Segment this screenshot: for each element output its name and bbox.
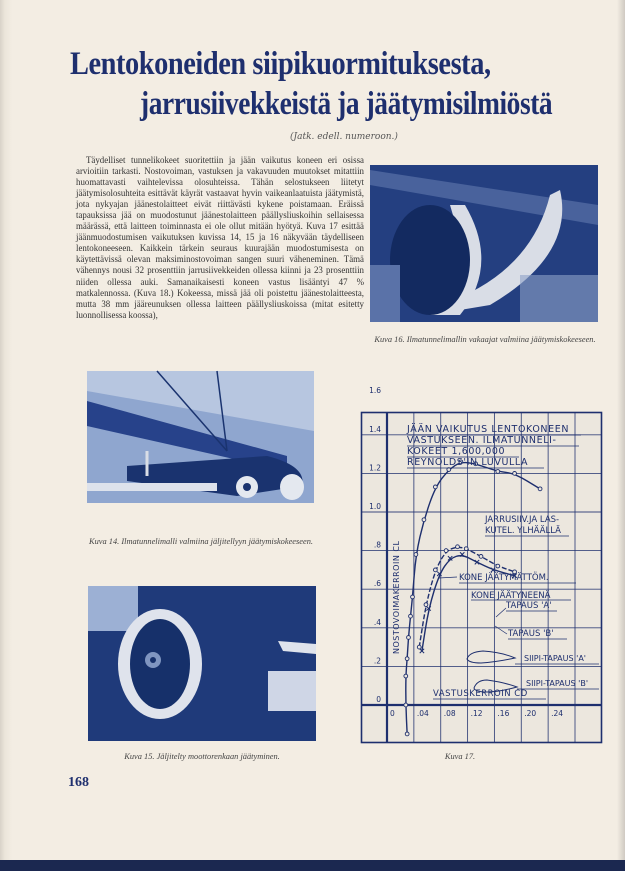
annotation-clean: KONE JÄÄTYMÄTTÖM. xyxy=(459,573,549,583)
caption-kuva-14: Kuva 14. Ilmatunnelimalli valmiina jäljitellyyn jäätymiskokeeseen. xyxy=(89,537,313,546)
chart-title-line-3: KOKEET 1,600,000 xyxy=(407,446,506,457)
y-tick-label: .8 xyxy=(373,540,381,550)
data-point-circle xyxy=(496,564,500,568)
data-point-circle xyxy=(538,487,542,491)
caption-kuva-16: Kuva 16. Ilmatunnelimallin vakaajat valmiina jäätymiskokeeseen. xyxy=(374,335,596,344)
data-point-circle xyxy=(411,595,415,599)
y-tick-label: 1.2 xyxy=(369,463,381,473)
article-subtitle: (Jatk. edell. numeroon.) xyxy=(290,132,398,142)
annotation-wing-a: SIIPI-TAPAUS 'A' xyxy=(524,654,587,663)
x-tick-label: .16 xyxy=(497,709,510,718)
data-point-circle xyxy=(479,554,483,558)
caption-kuva-15: Kuva 15. Jäljitelty moottorenkaan jäätyminen. xyxy=(124,752,280,761)
x-tick-label: .12 xyxy=(470,709,483,718)
chart-title-line-4: REYNOLDS'IN LUVULLA xyxy=(407,457,529,468)
x-tick-label: 0 xyxy=(390,709,395,718)
y-tick-label: .6 xyxy=(373,579,381,589)
article-title-line-2: jarrusiivekkeistä ja jäätymisilmiöstä xyxy=(140,86,553,122)
photo-kuva-15 xyxy=(88,586,316,741)
data-point-circle xyxy=(407,636,411,640)
chart-title-line-2: VASTUKSEEN. ILMATUNNELI- xyxy=(407,435,557,446)
article-body: Täydelliset tunnelikokeet suoritettiin ja jään vaikutus koneen eri osissa arvioitiin tarkasti. Nostovoiman, vastuksen ja vakavuuden muutokset mitattiin huomattavasti vaihtelevissa olosuhteissa. Tähän selostukseen liitetyt jäätymisolosuhteita esittävät käyrät vastaavat hyvin vaikeanlaatuista jäätymistä, jota nykyajan jäänestolaitteet eivät riittävästi kykene poistamaan. Eräissä tapauksissa jää on muodostunut jäänestolaitteen päällysliuskoihin sellaisessa määrässä, että laitteen toiminnasta ei ole ollut mitään hyötyä. Kuva 17 esittää jäänmuodostumisen vaikutuksen kuvissa 14, 15 ja 16 näkyvään täydelliseen lentokoneeseen. Kaikkein tärkein seuraus kuurajään muodostumisesta on käytettävissä olevan maksiminostovoiman sangen suuri väheneminen. Tämä vähennys nousi 32 prosenttiin jarrusiivekkeiden ollessa kiinni ja 23 prosenttiin niiden ollessa auki. Samanaikaisesti koneen vastus lisääntyi 47 % matkalennossa. (Kuva 18.) Kokeessa, missä jää oli poistettu jäänestolaitteesta, mutta 38 mm jääreunuksen ollessa laitteen päällysliuskoissa (mitat esitetty luonnollisessa koossa), xyxy=(76,155,364,320)
y-tick-label: 0 xyxy=(376,695,381,704)
data-point-circle xyxy=(405,657,409,661)
y-axis-label: NOSTOVOIMAKERROIN CL xyxy=(392,540,401,654)
x-tick-label: .04 xyxy=(416,709,429,718)
data-point-circle xyxy=(422,518,426,522)
y-tick-label: .4 xyxy=(373,617,381,627)
page-edge-right xyxy=(617,0,625,871)
annotation-wing-b: SIIPI-TAPAUS 'B' xyxy=(526,679,589,688)
annotation-case-b: TAPAUS 'B' xyxy=(508,629,554,639)
page-number: 168 xyxy=(68,775,89,790)
y-tick-label: .2 xyxy=(373,656,381,666)
y-tick-label: 1.0 xyxy=(369,502,381,511)
data-point-circle xyxy=(404,674,408,678)
data-point-circle xyxy=(464,547,468,551)
data-point-circle xyxy=(414,553,418,557)
caption-kuva-17: Kuva 17. xyxy=(444,752,476,761)
photo-kuva-16 xyxy=(370,165,598,322)
data-point-circle xyxy=(424,603,428,607)
annotation-iced-line-1: KONE JÄÄTYNEENÄ xyxy=(471,591,551,601)
y-tick-label: 1.6 xyxy=(369,386,381,396)
data-point-circle xyxy=(433,568,437,572)
data-point-circle xyxy=(433,485,437,489)
page-edge-left xyxy=(0,0,12,871)
chart-title-line-1: JÄÄN VAIKUTUS LENTOKONEEN xyxy=(407,424,570,435)
data-point-circle xyxy=(417,645,421,649)
engine-nacelle-illustration xyxy=(88,586,316,741)
data-point-circle xyxy=(404,703,408,707)
article-title-line-1: Lentokoneiden siipikuormituksesta, xyxy=(70,46,491,82)
data-point-circle xyxy=(456,545,460,549)
scan-bottom-edge xyxy=(0,860,625,871)
x-tick-label: .08 xyxy=(443,709,456,718)
tail-model-illustration xyxy=(370,165,598,322)
x-tick-label: .20 xyxy=(524,709,537,718)
wind-tunnel-model-illustration xyxy=(87,371,314,503)
data-point-circle xyxy=(444,549,448,553)
chart-kuva-17 xyxy=(361,386,602,744)
annotation-iced-line-2: TAPAUS 'A' xyxy=(506,601,552,611)
x-tick-label: .24 xyxy=(551,709,564,718)
data-point-circle xyxy=(513,472,517,476)
data-point-circle xyxy=(409,614,413,618)
annotation-flaps-line-1: JARRUSIIV.JA LAS- xyxy=(485,515,560,525)
x-axis-label: VASTUSKERROIN CD xyxy=(433,689,528,699)
y-tick-label: 1.4 xyxy=(369,424,381,434)
data-point-circle xyxy=(405,732,409,736)
data-point-circle xyxy=(496,470,500,474)
photo-kuva-14 xyxy=(87,371,314,503)
annotation-flaps-line-2: KUTEL. YLHÄÄLLÄ xyxy=(485,526,561,536)
